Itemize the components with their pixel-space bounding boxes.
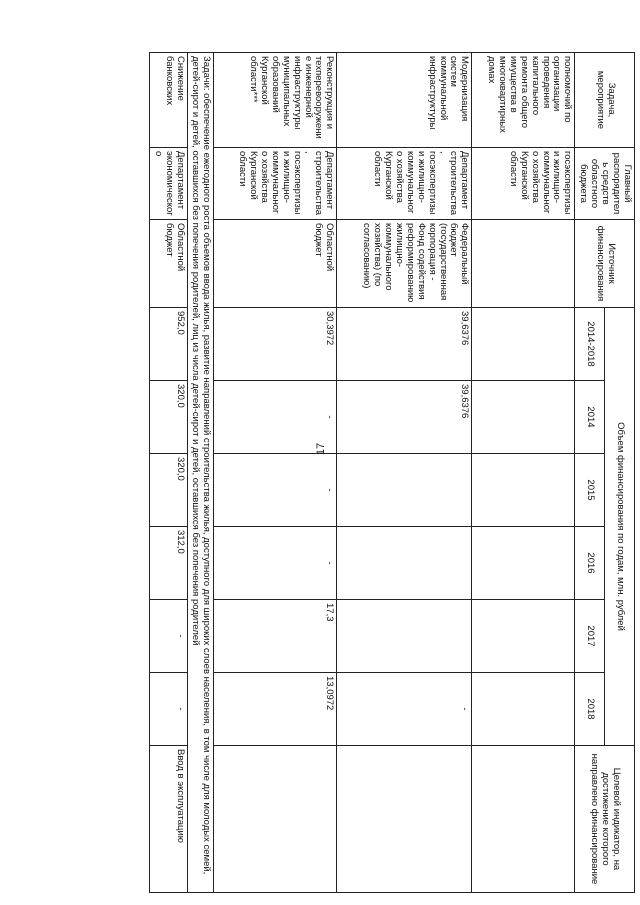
table-row xyxy=(149,53,187,893)
year-header: 2018 xyxy=(575,673,605,746)
cell-indicator xyxy=(214,746,337,893)
cell-indicator xyxy=(472,746,575,893)
cell-value xyxy=(337,600,472,673)
cell-task: Снижение банковских xyxy=(149,53,187,148)
cell-task: Модернизация систем коммунальной инфраструктуры xyxy=(337,53,472,148)
cell-indicator: Ввод в эксплуатацию xyxy=(149,746,187,893)
cell-indicator xyxy=(337,746,472,893)
cell-value: 39,6376 xyxy=(337,381,472,454)
cell-source: Федеральный бюджет (государственная корпорация - Фонд содействия реформированию жилищно-коммунального хозяйства) (по согласованию) xyxy=(337,220,472,308)
cell-value: 320,0 xyxy=(149,381,187,454)
cell-value: 17,3 xyxy=(214,600,337,673)
header-task: Задача, мероприятие xyxy=(575,53,635,148)
cell-value: - xyxy=(214,381,337,454)
year-header: 2014 xyxy=(575,381,605,454)
rotated-table-page xyxy=(100,52,635,892)
header-source: Источник финансирования xyxy=(575,220,635,308)
cell-value xyxy=(472,454,575,527)
table-row xyxy=(472,53,575,893)
cell-value xyxy=(472,308,575,381)
cell-value xyxy=(472,673,575,746)
funding-table xyxy=(149,52,635,893)
cell-manager: госэкспертизы и жилищно-коммунального хозяйства Курганской области xyxy=(472,148,575,220)
header-manager: Главный распорядитель средств областного бюджета xyxy=(575,148,635,220)
cell-source xyxy=(472,220,575,308)
table-row xyxy=(214,53,337,893)
cell-value: 320,0 xyxy=(149,454,187,527)
header-funding: Объем финансирования по годам, млн. рублей xyxy=(605,308,635,746)
cell-source: Областной бюджет xyxy=(149,220,187,308)
cell-source: Областной бюджет xyxy=(214,220,337,308)
cell-value: 13,0972 xyxy=(214,673,337,746)
cell-manager: Департамент строительства, госэкспертизы и жилищно-коммунального хозяйства Курганской области xyxy=(214,148,337,220)
year-header: 2016 xyxy=(575,527,605,600)
cell-value xyxy=(472,381,575,454)
header-indicator: Целевой индикатор, на достижение которого направлено финансирование xyxy=(575,746,635,893)
page-number: 17 xyxy=(315,442,328,456)
cell-value: 39,6376 xyxy=(337,308,472,381)
year-header: 2014-2018 xyxy=(575,308,605,381)
cell-value xyxy=(337,454,472,527)
task-row xyxy=(187,53,214,893)
cell-value xyxy=(337,527,472,600)
cell-task: Реконструкция и техперевооружение инженерной инфраструктуры муниципальных образований Курганской области*** xyxy=(214,53,337,148)
cell-value: - xyxy=(149,600,187,673)
cell-value xyxy=(472,600,575,673)
cell-value: - xyxy=(149,673,187,746)
cell-value: 312,0 xyxy=(149,527,187,600)
cell-value: 952,0 xyxy=(149,308,187,381)
cell-manager: Департамент экономического xyxy=(149,148,187,220)
cell-manager: Департамент строительства, госэкспертизы и жилищно-коммунального хозяйства Курганской области xyxy=(337,148,472,220)
cell-value: - xyxy=(214,454,337,527)
year-header: 2015 xyxy=(575,454,605,527)
cell-value xyxy=(472,527,575,600)
cell-value: - xyxy=(337,673,472,746)
cell-task: полномочий по организации проведения капитального ремонта общего имущества в многоквартирных домах xyxy=(472,53,575,148)
table-row xyxy=(337,53,472,893)
cell-value: - xyxy=(214,527,337,600)
cell-value: 30,3972 xyxy=(214,308,337,381)
task-text: Задачи: обеспечение ежегодного роста объемов ввода жилья, развитие направлений строительства жилья, доступного для широких слоев населения, в том числе для молодых семей, детей-сирот и детей, оставшихся без попечения родителей, лиц из числа детей-сирот и детей, оставшихся без попечения родителей xyxy=(187,53,214,893)
year-header: 2017 xyxy=(575,600,605,673)
